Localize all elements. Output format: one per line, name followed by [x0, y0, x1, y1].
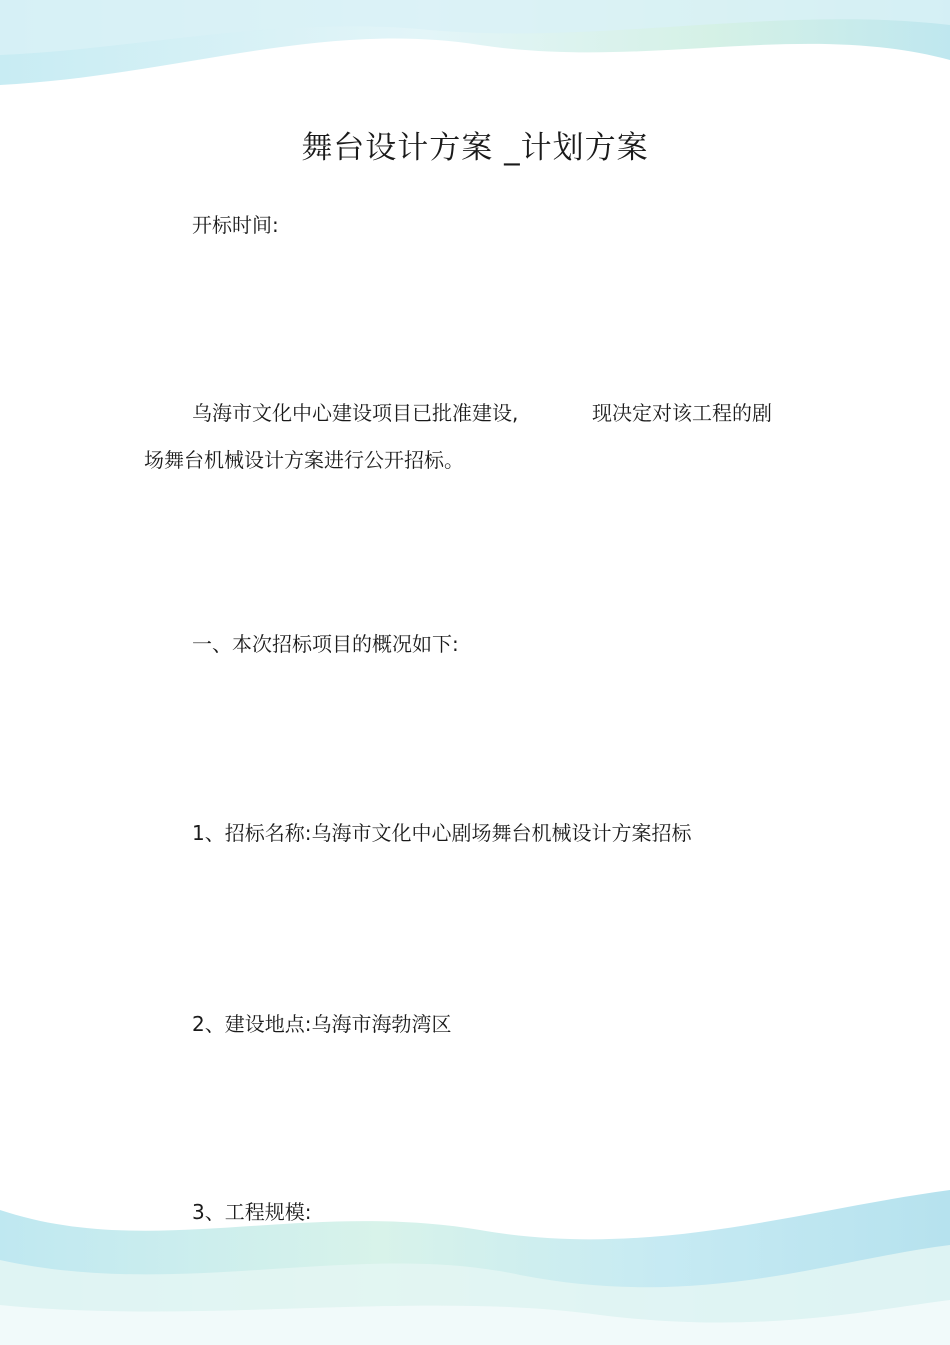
opening-time-label: 开标时间: [192, 213, 279, 237]
list-item: 3、工程规模: [192, 1200, 312, 1224]
document-title: 舞台设计方案 _计划方案 [301, 130, 649, 166]
intro-line-1-part-1: 乌海市文化中心建设项目已批准建设, [192, 401, 519, 425]
list-item: 2、建设地点:乌海市海勃湾区 [192, 1012, 452, 1036]
bottom-wave-decoration [0, 1190, 950, 1345]
top-wave-decoration [0, 0, 950, 90]
section-heading: 一、本次招标项目的概况如下: [192, 632, 459, 656]
list-item: 1、招标名称:乌海市文化中心剧场舞台机械设计方案招标 [192, 821, 692, 845]
intro-line-2: 场舞台机械设计方案进行公开招标。 [144, 448, 464, 472]
intro-line-1-part-2: 现决定对该工程的剧 [592, 401, 772, 425]
